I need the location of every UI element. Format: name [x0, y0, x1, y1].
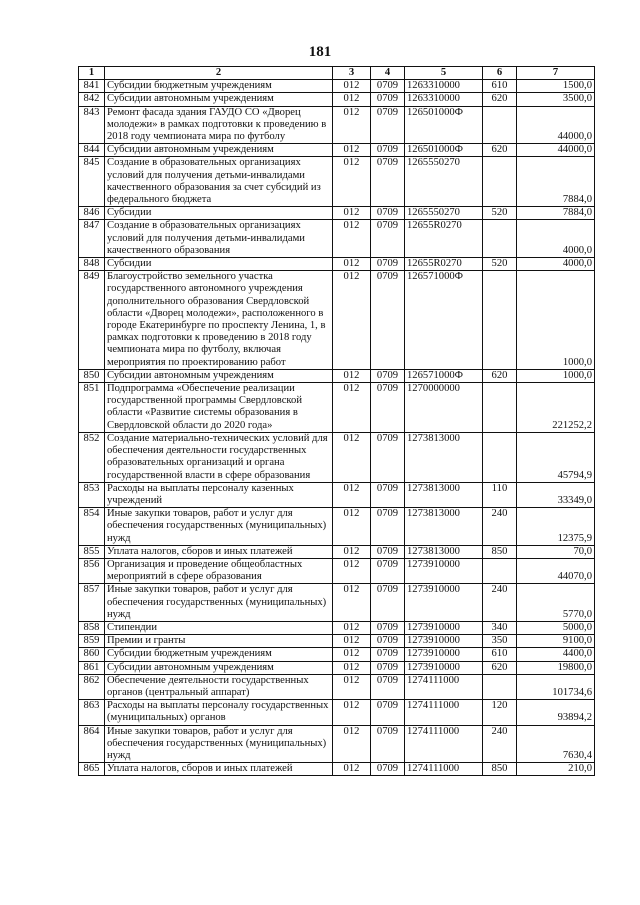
table-row [79, 258, 595, 271]
ministry-code-cell: 012 [333, 432, 371, 482]
table-row [79, 157, 595, 207]
section-code-cell: 0709 [371, 558, 405, 583]
table-row [79, 661, 595, 674]
ministry-code-cell: 012 [333, 725, 371, 763]
table-row [79, 144, 595, 157]
ministry-code-cell: 012 [333, 545, 371, 558]
table-row [79, 482, 595, 507]
expense-name-cell: Субсидии [105, 258, 333, 271]
table-row [79, 700, 595, 725]
expense-type-code-cell: 610 [483, 80, 517, 93]
row-number-cell: 846 [79, 207, 105, 220]
column-header: 4 [371, 67, 405, 80]
target-article-code-cell: 1274111000 [405, 763, 483, 776]
section-code-cell: 0709 [371, 144, 405, 157]
column-header: 6 [483, 67, 517, 80]
expense-name-cell: Создание в образовательных организациях условий для получения детьми-инвалидами качественного образования за счет субсидий из федерального бюджета [105, 157, 333, 207]
row-number-cell: 861 [79, 661, 105, 674]
section-code-cell: 0709 [371, 220, 405, 258]
ministry-code-cell: 012 [333, 508, 371, 546]
amount-cell: 44070,0 [517, 558, 595, 583]
row-number-cell: 862 [79, 674, 105, 699]
amount-cell: 210,0 [517, 763, 595, 776]
row-number-cell: 850 [79, 369, 105, 382]
expense-name-cell: Иные закупки товаров, работ и услуг для обеспечения государственных (муниципальных) нужд [105, 508, 333, 546]
row-number-cell: 853 [79, 482, 105, 507]
table-row [79, 545, 595, 558]
ministry-code-cell: 012 [333, 661, 371, 674]
amount-cell: 1500,0 [517, 80, 595, 93]
amount-cell: 221252,2 [517, 383, 595, 433]
amount-cell: 5770,0 [517, 584, 595, 622]
ministry-code-cell: 012 [333, 93, 371, 106]
row-number-cell: 843 [79, 106, 105, 144]
expense-name-cell: Субсидии бюджетным учреждениям [105, 80, 333, 93]
expense-name-cell: Иные закупки товаров, работ и услуг для обеспечения государственных (муниципальных) нужд [105, 725, 333, 763]
amount-cell: 19800,0 [517, 661, 595, 674]
amount-cell: 7884,0 [517, 207, 595, 220]
ministry-code-cell: 012 [333, 558, 371, 583]
page-number: 181 [308, 44, 332, 60]
target-article-code-cell: 1273813000 [405, 432, 483, 482]
amount-cell: 3500,0 [517, 93, 595, 106]
table-row [79, 763, 595, 776]
target-article-code-cell: 1263310000 [405, 80, 483, 93]
target-article-code-cell: 1273910000 [405, 661, 483, 674]
table-row [79, 635, 595, 648]
target-article-code-cell: 1273910000 [405, 648, 483, 661]
ministry-code-cell: 012 [333, 674, 371, 699]
expense-type-code-cell [483, 558, 517, 583]
ministry-code-cell: 012 [333, 700, 371, 725]
section-code-cell: 0709 [371, 508, 405, 546]
target-article-code-cell: 126501000Ф [405, 144, 483, 157]
section-code-cell: 0709 [371, 763, 405, 776]
expense-type-code-cell: 620 [483, 93, 517, 106]
amount-cell: 4000,0 [517, 258, 595, 271]
target-article-code-cell: 1273813000 [405, 508, 483, 546]
target-article-code-cell: 1273910000 [405, 635, 483, 648]
amount-cell: 5000,0 [517, 621, 595, 634]
row-number-cell: 858 [79, 621, 105, 634]
expense-type-code-cell [483, 106, 517, 144]
section-code-cell: 0709 [371, 700, 405, 725]
expense-name-cell: Субсидии [105, 207, 333, 220]
table-row [79, 584, 595, 622]
table-row [79, 648, 595, 661]
expense-name-cell: Премии и гранты [105, 635, 333, 648]
expense-type-code-cell [483, 271, 517, 370]
column-header: 7 [517, 67, 595, 80]
target-article-code-cell: 1270000000 [405, 383, 483, 433]
target-article-code-cell: 1273813000 [405, 545, 483, 558]
expense-type-code-cell [483, 220, 517, 258]
section-code-cell: 0709 [371, 271, 405, 370]
amount-cell: 1000,0 [517, 271, 595, 370]
row-number-cell: 863 [79, 700, 105, 725]
section-code-cell: 0709 [371, 674, 405, 699]
row-number-cell: 860 [79, 648, 105, 661]
row-number-cell: 854 [79, 508, 105, 546]
table-row [79, 271, 595, 370]
expense-type-code-cell: 620 [483, 144, 517, 157]
target-article-code-cell: 1273910000 [405, 558, 483, 583]
expense-name-cell: Субсидии автономным учреждениям [105, 144, 333, 157]
ministry-code-cell: 012 [333, 763, 371, 776]
target-article-code-cell: 12655R0270 [405, 258, 483, 271]
row-number-cell: 842 [79, 93, 105, 106]
ministry-code-cell: 012 [333, 635, 371, 648]
row-number-cell: 856 [79, 558, 105, 583]
table-row [79, 508, 595, 546]
row-number-cell: 851 [79, 383, 105, 433]
amount-cell: 45794,9 [517, 432, 595, 482]
expense-name-cell: Субсидии автономным учреждениям [105, 93, 333, 106]
expense-name-cell: Расходы на выплаты персоналу государственных (муниципальных) органов [105, 700, 333, 725]
row-number-cell: 865 [79, 763, 105, 776]
target-article-code-cell: 1274111000 [405, 700, 483, 725]
target-article-code-cell: 1273910000 [405, 584, 483, 622]
section-code-cell: 0709 [371, 369, 405, 382]
target-article-code-cell: 1265550270 [405, 157, 483, 207]
amount-cell: 7884,0 [517, 157, 595, 207]
amount-cell: 44000,0 [517, 144, 595, 157]
target-article-code-cell: 1265550270 [405, 207, 483, 220]
target-article-code-cell: 1274111000 [405, 725, 483, 763]
expense-type-code-cell: 620 [483, 661, 517, 674]
table-row [79, 93, 595, 106]
column-header: 3 [333, 67, 371, 80]
amount-cell: 1000,0 [517, 369, 595, 382]
section-code-cell: 0709 [371, 258, 405, 271]
table-row [79, 621, 595, 634]
amount-cell: 9100,0 [517, 635, 595, 648]
table-row [79, 80, 595, 93]
expense-name-cell: Организация и проведение общеобластных мероприятий в сфере образования [105, 558, 333, 583]
row-number-cell: 857 [79, 584, 105, 622]
section-code-cell: 0709 [371, 106, 405, 144]
target-article-code-cell: 1273910000 [405, 621, 483, 634]
ministry-code-cell: 012 [333, 258, 371, 271]
expense-type-code-cell: 120 [483, 700, 517, 725]
expense-type-code-cell [483, 157, 517, 207]
section-code-cell: 0709 [371, 80, 405, 93]
ministry-code-cell: 012 [333, 220, 371, 258]
ministry-code-cell: 012 [333, 144, 371, 157]
expense-name-cell: Стипендии [105, 621, 333, 634]
row-number-cell: 844 [79, 144, 105, 157]
table-row [79, 383, 595, 433]
section-code-cell: 0709 [371, 207, 405, 220]
target-article-code-cell: 126571000Ф [405, 369, 483, 382]
row-number-cell: 841 [79, 80, 105, 93]
target-article-code-cell: 1273813000 [405, 482, 483, 507]
table-row [79, 558, 595, 583]
expense-type-code-cell: 610 [483, 648, 517, 661]
expense-type-code-cell [483, 383, 517, 433]
ministry-code-cell: 012 [333, 482, 371, 507]
target-article-code-cell: 1263310000 [405, 93, 483, 106]
row-number-cell: 852 [79, 432, 105, 482]
section-code-cell: 0709 [371, 545, 405, 558]
table-row [79, 106, 595, 144]
table-row [79, 369, 595, 382]
expense-type-code-cell: 620 [483, 369, 517, 382]
ministry-code-cell: 012 [333, 207, 371, 220]
row-number-cell: 845 [79, 157, 105, 207]
expense-name-cell: Субсидии автономным учреждениям [105, 661, 333, 674]
table-header-row [79, 67, 595, 80]
expense-name-cell: Иные закупки товаров, работ и услуг для обеспечения государственных (муниципальных) нужд [105, 584, 333, 622]
expense-type-code-cell: 520 [483, 258, 517, 271]
expense-type-code-cell: 850 [483, 763, 517, 776]
target-article-code-cell: 1274111000 [405, 674, 483, 699]
expense-name-cell: Субсидии бюджетным учреждениям [105, 648, 333, 661]
section-code-cell: 0709 [371, 635, 405, 648]
expense-name-cell: Создание материально-технических условий для обеспечения деятельности государственных образовательных организаций и органа государственной власти в сфере образования [105, 432, 333, 482]
ministry-code-cell: 012 [333, 80, 371, 93]
table-row [79, 674, 595, 699]
section-code-cell: 0709 [371, 383, 405, 433]
ministry-code-cell: 012 [333, 648, 371, 661]
column-header: 2 [105, 67, 333, 80]
amount-cell: 101734,6 [517, 674, 595, 699]
amount-cell: 12375,9 [517, 508, 595, 546]
row-number-cell: 849 [79, 271, 105, 370]
row-number-cell: 864 [79, 725, 105, 763]
target-article-code-cell: 126571000Ф [405, 271, 483, 370]
section-code-cell: 0709 [371, 648, 405, 661]
ministry-code-cell: 012 [333, 584, 371, 622]
expense-type-code-cell: 340 [483, 621, 517, 634]
table-row [79, 432, 595, 482]
ministry-code-cell: 012 [333, 157, 371, 207]
section-code-cell: 0709 [371, 482, 405, 507]
amount-cell: 70,0 [517, 545, 595, 558]
target-article-code-cell: 12655R0270 [405, 220, 483, 258]
expense-type-code-cell [483, 432, 517, 482]
amount-cell: 7630,4 [517, 725, 595, 763]
section-code-cell: 0709 [371, 157, 405, 207]
section-code-cell: 0709 [371, 93, 405, 106]
table-row [79, 207, 595, 220]
expense-type-code-cell: 240 [483, 725, 517, 763]
amount-cell: 33349,0 [517, 482, 595, 507]
section-code-cell: 0709 [371, 621, 405, 634]
row-number-cell: 848 [79, 258, 105, 271]
budget-table [78, 66, 595, 776]
section-code-cell: 0709 [371, 725, 405, 763]
expense-type-code-cell [483, 674, 517, 699]
column-header: 5 [405, 67, 483, 80]
expense-name-cell: Ремонт фасада здания ГАУДО СО «Дворец молодежи» в рамках подготовки к проведению в 2018 году чемпионата мира по футболу [105, 106, 333, 144]
row-number-cell: 855 [79, 545, 105, 558]
expense-name-cell: Обеспечение деятельности государственных органов (центральный аппарат) [105, 674, 333, 699]
ministry-code-cell: 012 [333, 271, 371, 370]
expense-type-code-cell: 110 [483, 482, 517, 507]
amount-cell: 4000,0 [517, 220, 595, 258]
expense-name-cell: Благоустройство земельного участка государственного автономного учреждения дополнительного образования Свердловской области «Дворец молодежи», расположенного в городе Екатеринбурге по проспекту Ленина, 1, в рамках подготовки к проведению в 2018 году чемпионата мира по футболу, включая мероприятия по проектированию работ [105, 271, 333, 370]
amount-cell: 4400,0 [517, 648, 595, 661]
amount-cell: 93894,2 [517, 700, 595, 725]
expense-name-cell: Расходы на выплаты персоналу казенных учреждений [105, 482, 333, 507]
expense-type-code-cell: 850 [483, 545, 517, 558]
section-code-cell: 0709 [371, 584, 405, 622]
amount-cell: 44000,0 [517, 106, 595, 144]
expense-type-code-cell: 240 [483, 508, 517, 546]
expense-type-code-cell: 350 [483, 635, 517, 648]
expense-type-code-cell: 520 [483, 207, 517, 220]
expense-name-cell: Субсидии автономным учреждениям [105, 369, 333, 382]
column-header: 1 [79, 67, 105, 80]
expense-name-cell: Уплата налогов, сборов и иных платежей [105, 763, 333, 776]
table-row [79, 725, 595, 763]
ministry-code-cell: 012 [333, 383, 371, 433]
expense-name-cell: Подпрограмма «Обеспечение реализации государственной программы Свердловской области «Развитие системы образования в Свердловской области до 2020 года» [105, 383, 333, 433]
ministry-code-cell: 012 [333, 621, 371, 634]
ministry-code-cell: 012 [333, 106, 371, 144]
section-code-cell: 0709 [371, 432, 405, 482]
row-number-cell: 847 [79, 220, 105, 258]
target-article-code-cell: 126501000Ф [405, 106, 483, 144]
table-row [79, 220, 595, 258]
expense-name-cell: Уплата налогов, сборов и иных платежей [105, 545, 333, 558]
row-number-cell: 859 [79, 635, 105, 648]
section-code-cell: 0709 [371, 661, 405, 674]
expense-name-cell: Создание в образовательных организациях условий для получения детьми-инвалидами качественного образования [105, 220, 333, 258]
expense-type-code-cell: 240 [483, 584, 517, 622]
ministry-code-cell: 012 [333, 369, 371, 382]
